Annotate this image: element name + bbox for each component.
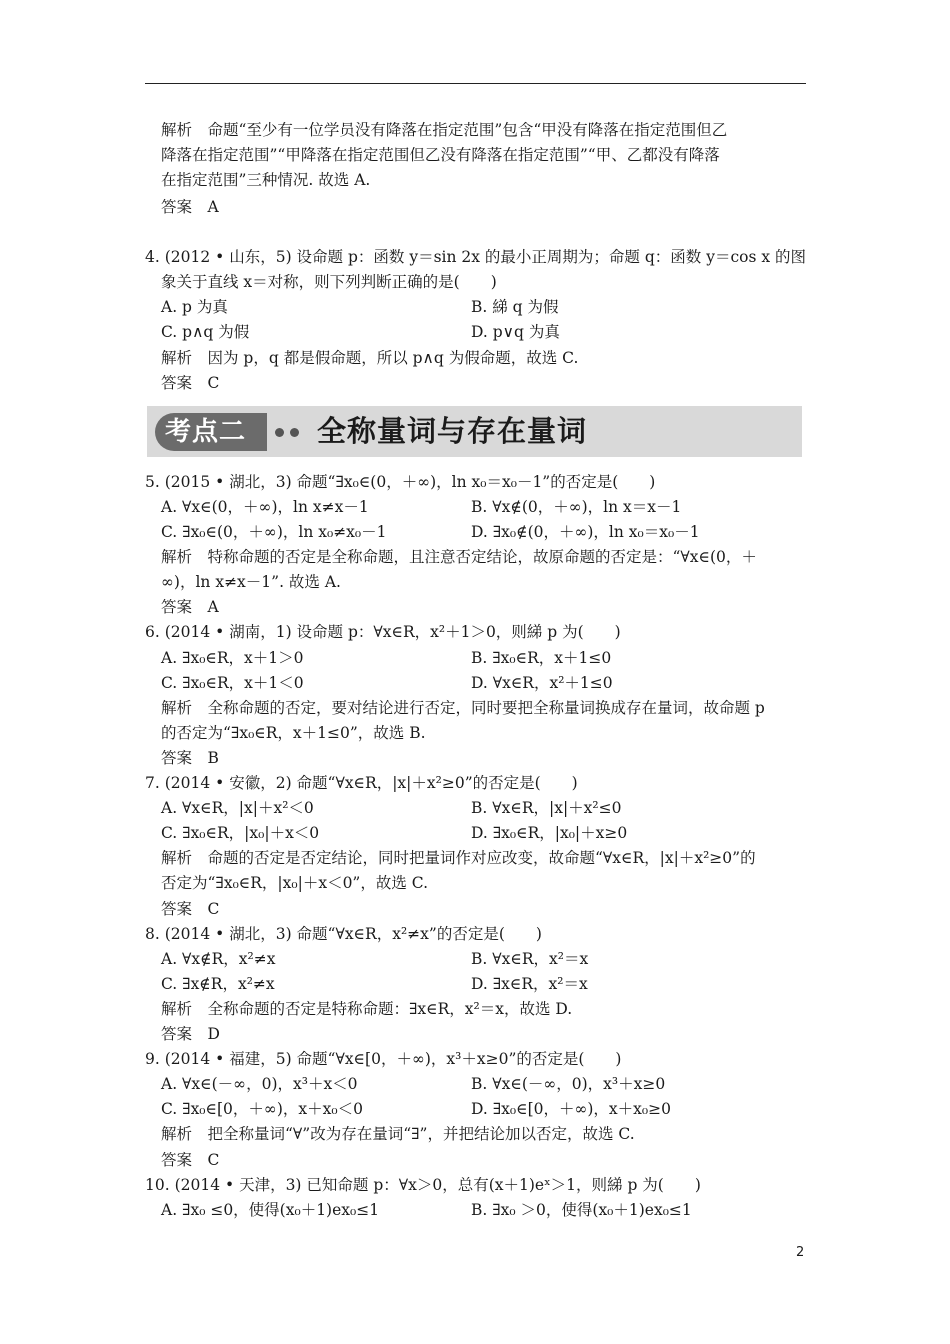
- analysis-line: 否定为“∃x₀∈R，|x₀|＋x＜0”，故选 C.: [161, 874, 429, 892]
- question-5: 5. (2015 • 湖北，3) 命题“∃x₀∈(0，＋∞)，ln x₀＝x₀－1”的否定是( ): [145, 473, 656, 491]
- question-7: 7. (2014 • 安徽，2) 命题“∀x∈R，|x|＋x²≥0”的否定是( ): [145, 774, 578, 792]
- question-10: 10. (2014 • 天津，3) 已知命题 p：∀x＞0，总有(x＋1)eˣ＞1，则綈 p 为( ): [145, 1176, 701, 1194]
- answer-line: 答案 C: [161, 900, 220, 918]
- analysis-line: 的否定为“∃x₀∈R，x＋1≤0”，故选 B.: [161, 724, 426, 742]
- banner-dot: [275, 428, 284, 437]
- analysis-line: 解析 特称命题的否定是全称命题，且注意否定结论，故原命题的否定是：“∀x∈(0，＋: [161, 548, 757, 566]
- option-a: A. p 为真: [161, 298, 228, 316]
- answer-line: 答案 A: [161, 198, 219, 216]
- option-a: A. ∀x∉R，x²≠x: [161, 950, 276, 968]
- option-d: D. ∃x₀∉(0，＋∞)，ln x₀＝x₀－1: [471, 523, 700, 541]
- option-b: B. ∃x₀∈R，x＋1≤0: [471, 649, 612, 667]
- option-b: B. ∀x∈R，x²＝x: [471, 950, 589, 968]
- answer-line: 答案 C: [161, 1151, 220, 1169]
- analysis-line: 解析 全称命题的否定，要对结论进行否定，同时要把全称量词换成存在量词，故命题 p: [161, 699, 765, 717]
- analysis-line: 解析 命题“至少有一位学员没有降落在指定范围”包含“甲没有降落在指定范围但乙: [161, 121, 728, 139]
- option-b: B. ∃x₀ ＞0，使得(x₀＋1)ex₀≤1: [471, 1201, 692, 1219]
- answer-line: 答案 C: [161, 374, 220, 392]
- section-title: 全称量词与存在量词: [317, 414, 588, 448]
- option-a: A. ∃x₀ ≤0，使得(x₀＋1)ex₀≤1: [161, 1201, 380, 1219]
- question-6: 6. (2014 • 湖南，1) 设命题 p：∀x∈R，x²＋1＞0，则綈 p 为( ): [145, 623, 621, 641]
- section-banner: [147, 406, 802, 457]
- option-d: D. ∃x∈R，x²＝x: [471, 975, 588, 993]
- option-a: A. ∃x₀∈R，x＋1＞0: [161, 649, 304, 667]
- page-number: 2: [796, 1245, 805, 1260]
- analysis-line: 解析 命题的否定是否定结论，同时把量词作对应改变，故命题“∀x∈R，|x|＋x²≥0”的: [161, 849, 756, 867]
- question-8: 8. (2014 • 湖北，3) 命题“∀x∈R，x²≠x”的否定是( ): [145, 925, 542, 943]
- option-d: D. p∨q 为真: [471, 323, 560, 341]
- analysis-line: 降落在指定范围”“甲降落在指定范围但乙没有降落在指定范围”“甲、乙都没有降落: [161, 146, 720, 164]
- option-d: D. ∀x∈R，x²＋1≤0: [471, 674, 613, 692]
- option-c: C. ∃x₀∈(0，＋∞)，ln x₀≠x₀－1: [161, 523, 387, 541]
- option-c: C. p∧q 为假: [161, 323, 250, 341]
- option-c: C. ∃x₀∈R，|x₀|＋x＜0: [161, 824, 320, 842]
- option-c: C. ∃x₀∈[0，＋∞)，x＋x₀＜0: [161, 1100, 363, 1118]
- analysis-line: 解析 因为 p，q 都是假命题，所以 p∧q 为假命题，故选 C.: [161, 349, 579, 367]
- option-b: B. 綈 q 为假: [471, 298, 559, 316]
- option-d: D. ∃x₀∈[0，＋∞)，x＋x₀≥0: [471, 1100, 671, 1118]
- analysis-line: 在指定范围”三种情况. 故选 A.: [161, 171, 371, 189]
- option-d: D. ∃x₀∈R，|x₀|＋x≥0: [471, 824, 628, 842]
- option-a: A. ∀x∈(0，＋∞)，ln x≠x－1: [161, 498, 369, 516]
- question-9: 9. (2014 • 福建，5) 命题“∀x∈[0，＋∞)，x³＋x≥0”的否定是( ): [145, 1050, 622, 1068]
- analysis-line: 解析 把全称量词“∀”改为存在量词“∃”，并把结论加以否定，故选 C.: [161, 1125, 635, 1143]
- option-a: A. ∀x∈R，|x|＋x²＜0: [161, 799, 314, 817]
- option-c: C. ∃x∉R，x²≠x: [161, 975, 275, 993]
- question-4-cont: 象关于直线 x＝对称，则下列判断正确的是( ): [161, 273, 497, 291]
- option-c: C. ∃x₀∈R，x＋1＜0: [161, 674, 304, 692]
- answer-line: 答案 B: [161, 749, 219, 767]
- answer-line: 答案 A: [161, 598, 219, 616]
- option-b: B. ∀x∈(－∞，0)，x³＋x≥0: [471, 1075, 666, 1093]
- option-a: A. ∀x∈(－∞，0)，x³＋x＜0: [161, 1075, 358, 1093]
- banner-dot: [290, 428, 299, 437]
- header-rule: [145, 83, 806, 84]
- answer-line: 答案 D: [161, 1025, 220, 1043]
- option-b: B. ∀x∉(0，＋∞)，ln x＝x－1: [471, 498, 682, 516]
- analysis-line: ∞)，ln x≠x－1”. 故选 A.: [161, 573, 341, 591]
- section-tag: 考点二: [165, 417, 247, 447]
- option-b: B. ∀x∈R，|x|＋x²≤0: [471, 799, 622, 817]
- question-4: 4. (2012 • 山东，5) 设命题 p：函数 y＝sin 2x 的最小正周期为；命题 q：函数 y＝cos x 的图: [145, 248, 807, 266]
- analysis-line: 解析 全称命题的否定是特称命题：∃x∈R，x²＝x，故选 D.: [161, 1000, 573, 1018]
